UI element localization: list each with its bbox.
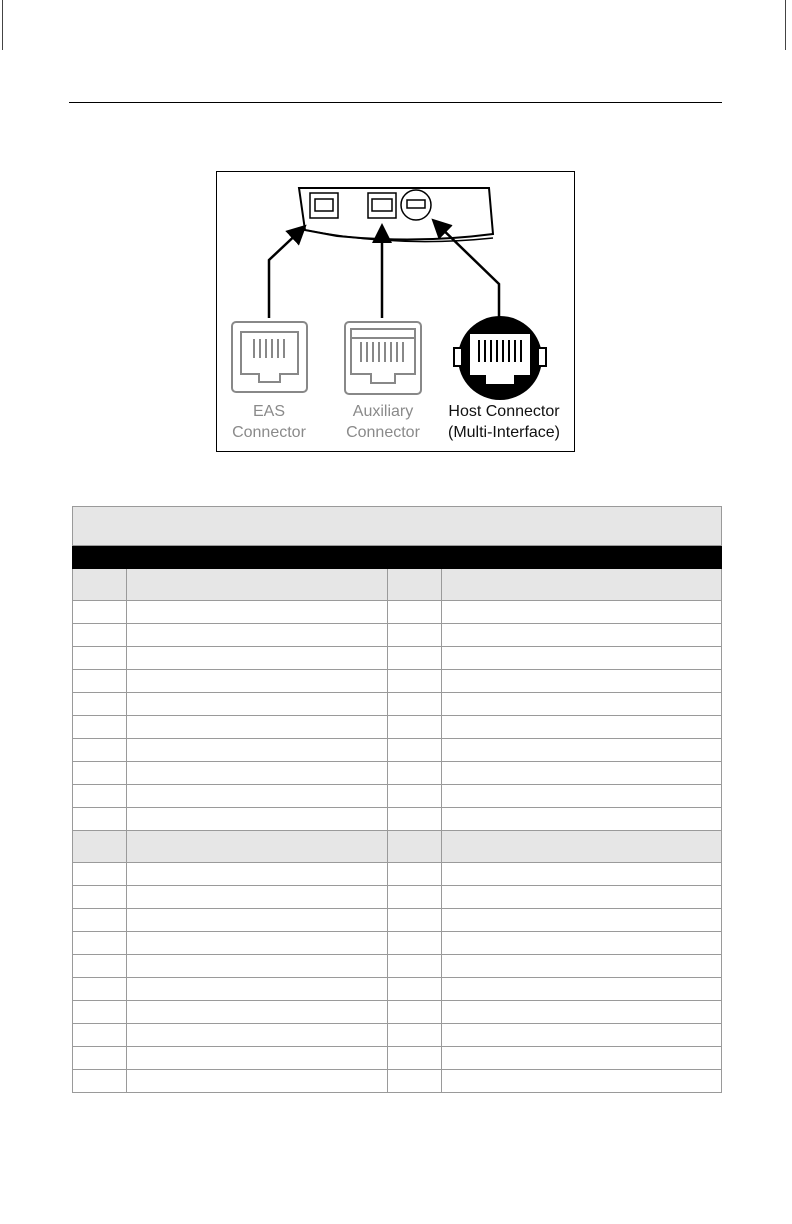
table-cell (442, 739, 722, 762)
table-cell (127, 739, 388, 762)
table-section-row (73, 831, 722, 863)
table-cell (442, 978, 722, 1001)
table-cell (127, 978, 388, 1001)
table-cell (388, 670, 442, 693)
table-cell (127, 863, 388, 886)
table-row (73, 624, 722, 647)
table-cell (73, 1024, 127, 1047)
table-cell (388, 932, 442, 955)
aux-label-line2: Connector (346, 424, 420, 441)
eas-port-icon (310, 193, 338, 218)
table-cell (442, 647, 722, 670)
table-cell (73, 624, 127, 647)
table-cell (73, 863, 127, 886)
table-cell (73, 932, 127, 955)
table-row (73, 739, 722, 762)
crop-mark-left (2, 0, 3, 50)
table-cell (442, 693, 722, 716)
table-cell (442, 955, 722, 978)
table-cell (73, 955, 127, 978)
eas-label-line2: Connector (232, 424, 306, 441)
table-cell (388, 785, 442, 808)
table-cell (388, 1001, 442, 1024)
table-cell (73, 978, 127, 1001)
table-cell (73, 670, 127, 693)
table-caption (73, 507, 722, 546)
eas-arrow (269, 228, 303, 318)
table-row (73, 762, 722, 785)
table-cell (127, 624, 388, 647)
table-cell (127, 762, 388, 785)
table-cell (127, 716, 388, 739)
header-cell-2 (127, 546, 388, 569)
table-row (73, 1070, 722, 1093)
table-cell (388, 647, 442, 670)
table-cell (388, 863, 442, 886)
table-row (73, 955, 722, 978)
table-cell (73, 785, 127, 808)
table-cell (127, 601, 388, 624)
host-label-line2: (Multi-Interface) (447, 424, 561, 441)
table-cell (442, 1024, 722, 1047)
table-cell (73, 808, 127, 831)
header-rule (69, 102, 722, 103)
table-cell (388, 955, 442, 978)
table-row (73, 808, 722, 831)
table-cell (388, 716, 442, 739)
eas-label-line1: EAS (252, 403, 285, 420)
table-cell (127, 955, 388, 978)
table-cell (127, 909, 388, 932)
table-row (73, 932, 722, 955)
table-row (73, 909, 722, 932)
table-row (73, 1001, 722, 1024)
table-cell (73, 601, 127, 624)
section-cell (388, 831, 442, 863)
host-connector-label (435, 401, 573, 443)
table-cell (127, 785, 388, 808)
host-port-icon (401, 190, 431, 220)
table-cell (73, 693, 127, 716)
table-cell (388, 693, 442, 716)
eas-connector-icon (232, 322, 307, 392)
table-row (73, 716, 722, 739)
table-cell (442, 670, 722, 693)
table-cell (127, 693, 388, 716)
table-cell (388, 978, 442, 1001)
table-cell (442, 601, 722, 624)
table-cell (127, 808, 388, 831)
aux-port-icon (368, 193, 396, 218)
table-cell (442, 909, 722, 932)
crop-mark-right (785, 0, 786, 50)
table-cell (442, 1047, 722, 1070)
table-row (73, 978, 722, 1001)
table-cell (388, 762, 442, 785)
section-cell (127, 831, 388, 863)
table-cell (442, 624, 722, 647)
table-cell (73, 1047, 127, 1070)
table-cell (127, 1024, 388, 1047)
header-cell-1 (73, 546, 127, 569)
pinout-table (72, 506, 722, 1093)
host-label-line1: Host Connector (448, 403, 560, 420)
table-cell (73, 1070, 127, 1093)
table-cell (127, 1070, 388, 1093)
section-cell (73, 831, 127, 863)
table-row (73, 647, 722, 670)
table-cell (442, 808, 722, 831)
table-cell (388, 1024, 442, 1047)
table-section-row (73, 569, 722, 601)
table-cell (442, 1070, 722, 1093)
header-cell-3 (388, 546, 442, 569)
table-cell (73, 909, 127, 932)
table-row (73, 693, 722, 716)
section-cell (442, 831, 722, 863)
table-row (73, 670, 722, 693)
eas-connector-label (217, 401, 321, 443)
table-cell (442, 762, 722, 785)
table-cell (388, 601, 442, 624)
table-cell (388, 1070, 442, 1093)
table-cell (442, 863, 722, 886)
table-caption-row (73, 507, 722, 546)
table-cell (73, 886, 127, 909)
table-cell (73, 716, 127, 739)
table-cell (442, 785, 722, 808)
table-cell (388, 1047, 442, 1070)
table-cell (388, 909, 442, 932)
aux-connector-label (333, 401, 433, 443)
table-cell (73, 647, 127, 670)
table-cell (127, 886, 388, 909)
host-connector-icon (454, 316, 546, 400)
table-cell (442, 886, 722, 909)
table-row (73, 1024, 722, 1047)
table-cell (73, 739, 127, 762)
table-row (73, 863, 722, 886)
table-cell (127, 932, 388, 955)
table-cell (127, 1001, 388, 1024)
table-cell (388, 739, 442, 762)
table-header-row (73, 546, 722, 569)
table-cell (388, 886, 442, 909)
section-cell (388, 569, 442, 601)
table-cell (442, 1001, 722, 1024)
table-cell (127, 670, 388, 693)
table-cell (73, 762, 127, 785)
table-cell (127, 647, 388, 670)
table-row (73, 1047, 722, 1070)
table-cell (73, 1001, 127, 1024)
table-cell (388, 624, 442, 647)
table-cell (442, 932, 722, 955)
section-cell (73, 569, 127, 601)
section-cell (442, 569, 722, 601)
header-cell-4 (442, 546, 722, 569)
table-cell (127, 1047, 388, 1070)
aux-label-line1: Auxiliary (352, 403, 414, 420)
section-cell (127, 569, 388, 601)
connector-figure (216, 171, 575, 452)
table-row (73, 785, 722, 808)
table-row (73, 601, 722, 624)
table-cell (442, 716, 722, 739)
table-cell (388, 808, 442, 831)
aux-connector-icon (345, 322, 421, 394)
table-row (73, 886, 722, 909)
